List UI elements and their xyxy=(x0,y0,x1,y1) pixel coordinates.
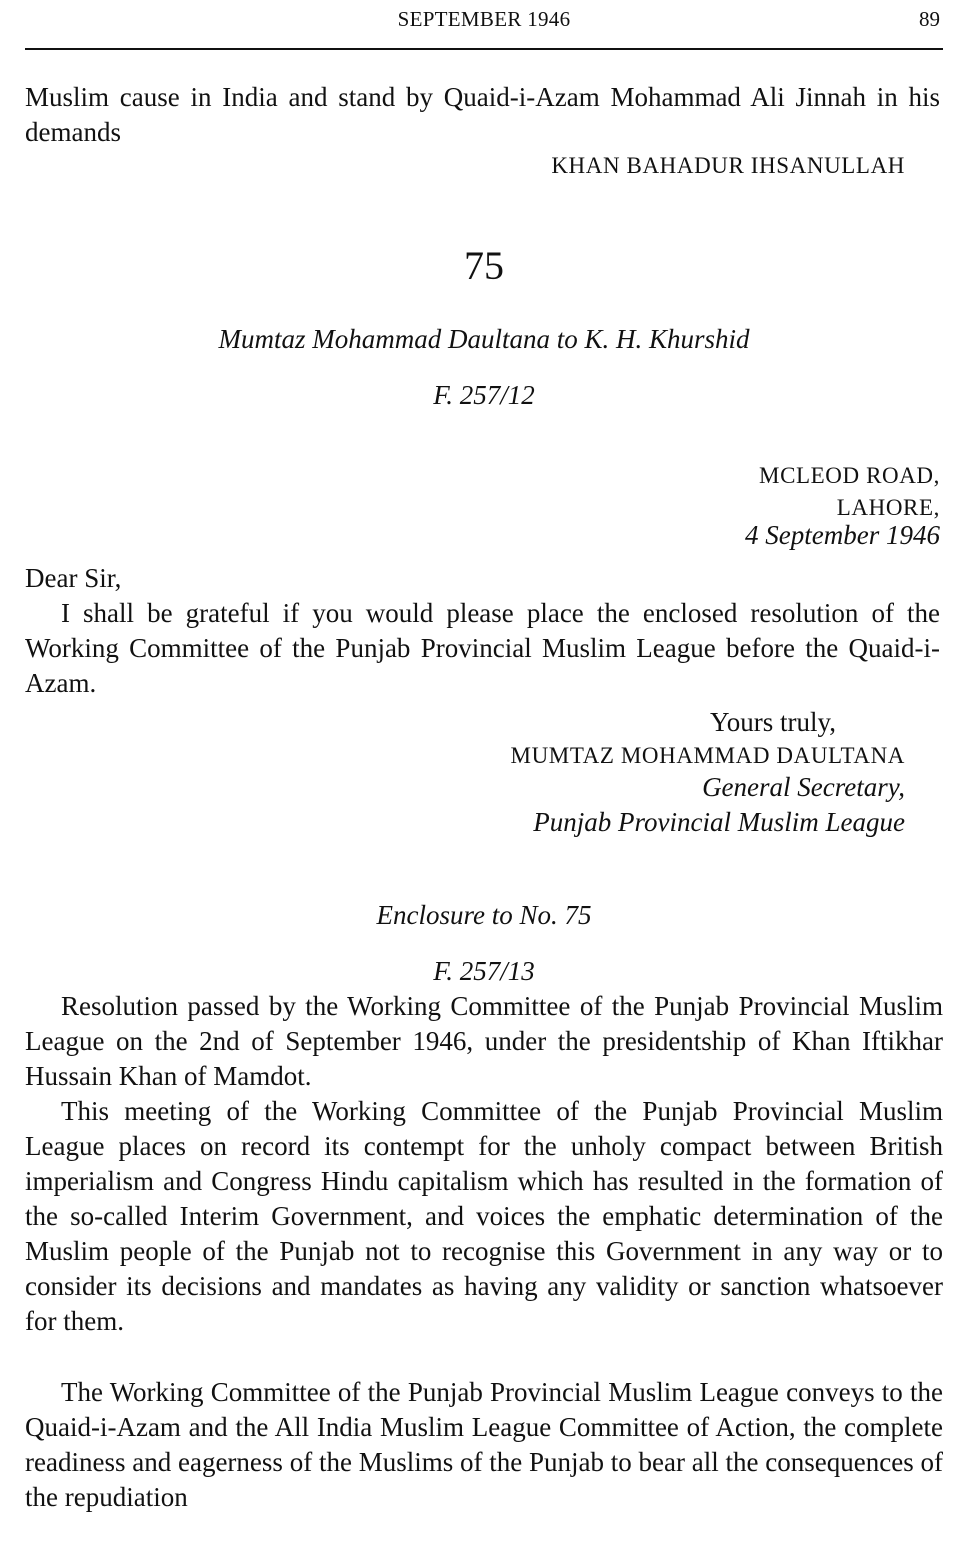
running-head xyxy=(0,4,968,34)
enclosure-title: Enclosure to No. 75 xyxy=(376,900,592,930)
document-file-ref: F. 257/12 xyxy=(433,380,535,410)
signer-name: MUMTAZ MOHAMMAD DAULTANA xyxy=(510,743,905,768)
running-title: SEPTEMBER 1946 xyxy=(397,7,571,31)
enclosure-paragraph-3: The Working Committee of the Punjab Provincial Muslim League conveys to the Quaid-i-Azam and the All India Muslim League Committee of Action, the complete readiness and eagerness of the Muslims of the Punjab to bear all the consequences of the repudiation xyxy=(25,1377,943,1512)
signer-title: General Secretary, xyxy=(702,772,905,802)
letter-date: 4 September 1946 xyxy=(745,520,940,550)
enclosure-paragraph-1: Resolution passed by the Working Committee of the Punjab Provincial Muslim League on the 2nd of September 1946, under the presidentship of Khan Iftikhar Hussain Khan of Mamdot. xyxy=(25,991,943,1091)
enclosure-paragraph-2: This meeting of the Working Committee of the Punjab Provincial Muslim League places on record its contempt for the unholy compact between British imperialism and Congress Hindu capitalism which has resulted in the formation of the so-called Interim Government, and voices the emphatic determination of the Muslim people of the Punjab not to recognise this Government in any way or to consider its decisions and mandates as having any validity or sanction whatsoever for them. xyxy=(25,1096,943,1336)
continuation-text: Muslim cause in India and stand by Quaid-i-Azam Mohammad Ali Jinnah in his demands xyxy=(25,82,940,147)
letter-body: I shall be grateful if you would please place the enclosed resolution of the Working Committee of the Punjab Provincial Muslim League before the Quaid-i-Azam. xyxy=(25,598,940,698)
enclosure-file-ref: F. 257/13 xyxy=(433,956,535,986)
address-line-1: MCLEOD ROAD, xyxy=(759,463,940,488)
header-rule xyxy=(25,48,943,50)
letter-closing: Yours truly, xyxy=(710,707,837,737)
signer-organization: Punjab Provincial Muslim League xyxy=(533,807,905,837)
continuation-signatory: KHAN BAHADUR IHSANULLAH xyxy=(551,153,905,178)
salutation: Dear Sir, xyxy=(25,563,122,593)
page-number: 89 xyxy=(919,7,940,31)
document-number: 75 xyxy=(464,243,504,288)
document-title: Mumtaz Mohammad Daultana to K. H. Khurshid xyxy=(218,324,750,354)
address-line-2: LAHORE, xyxy=(836,495,940,520)
